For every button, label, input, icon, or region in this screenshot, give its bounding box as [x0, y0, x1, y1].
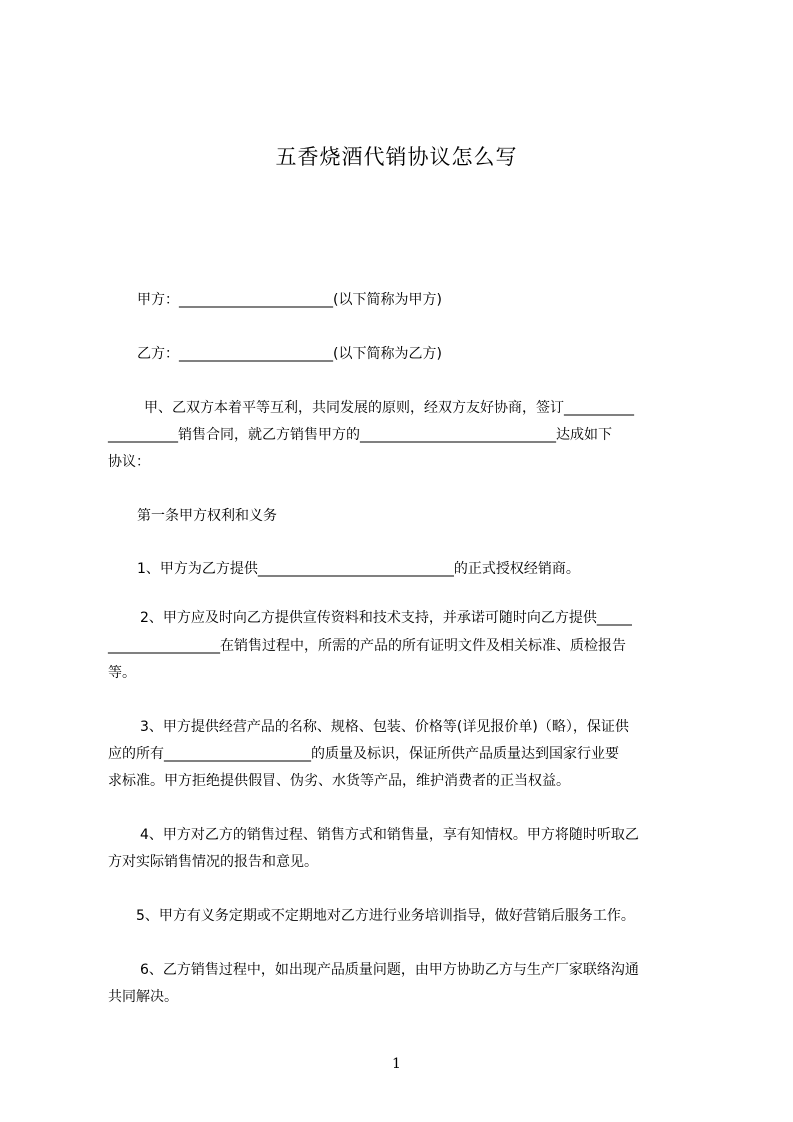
- party-b-line: 乙方：______________________(以下简称为乙方): [137, 346, 442, 362]
- clause-2-line-3: 等。: [108, 665, 136, 681]
- clause-2-line-2: ________________在销售过程中，所需的产品的所有证明文件及相关标准、质检报告: [108, 638, 626, 654]
- intro-line-1: 甲、乙双方本着平等互利，共同发展的原则，经双方友好协商，签订__________: [144, 400, 634, 416]
- page-number: 1: [392, 1056, 401, 1072]
- section-heading: 第一条甲方权利和义务: [137, 508, 277, 524]
- clause-1-line-1: 1、甲方为乙方提供____________________________的正式授权经销商。: [137, 561, 580, 577]
- party-a-line: 甲方：______________________(以下简称为甲方): [137, 292, 442, 308]
- clause-3-line-3: 求标准。甲方拒绝提供假冒、伪劣、水货等产品，维护消费者的正当权益。: [108, 773, 570, 789]
- clause-4-line-1: 4、甲方对乙方的销售过程、销售方式和销售量，享有知情权。甲方将随时听取乙: [140, 827, 639, 843]
- clause-4-line-2: 方对实际销售情况的报告和意见。: [108, 854, 318, 870]
- clause-2-line-1: 2、甲方应及时向乙方提供宣传资料和技术支持，并承诺可随时向乙方提供_____: [140, 610, 632, 626]
- clause-3-line-2: 应的所有_____________________的质量及标识，保证所供产品质量达到国家行业要: [108, 746, 619, 762]
- intro-line-2: __________销售合同，就乙方销售甲方的____________________________达成如下: [108, 427, 612, 443]
- clause-5-line-1: 5、甲方有义务定期或不定期地对乙方进行业务培训指导，做好营销后服务工作。: [136, 908, 635, 924]
- document-title: 五香烧酒代销协议怎么写: [275, 145, 518, 169]
- clause-3-line-1: 3、甲方提供经营产品的名称、规格、包装、价格等(详见报价单)（略），保证供: [140, 719, 629, 735]
- clause-6-line-1: 6、乙方销售过程中，如出现产品质量问题，由甲方协助乙方与生产厂家联络沟通: [140, 962, 639, 978]
- clause-6-line-2: 共同解决。: [108, 989, 178, 1005]
- intro-line-3: 协议：: [108, 454, 150, 470]
